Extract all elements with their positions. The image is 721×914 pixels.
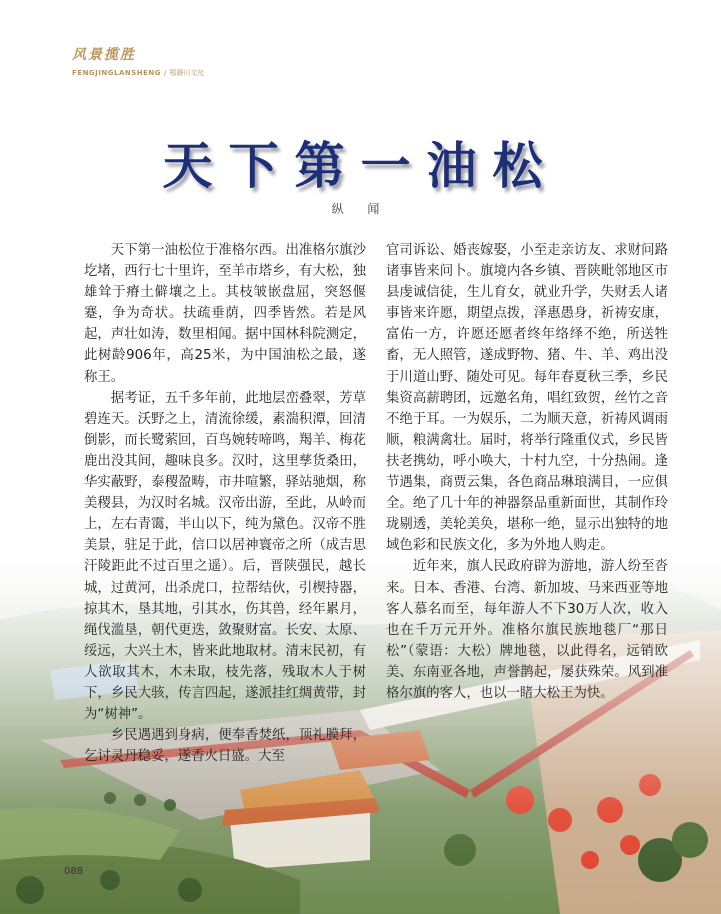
right-column	[386, 240, 668, 704]
article-author: 纵 闻	[331, 202, 390, 216]
paragraph: 据考证，五千多年前，此地层峦叠翠，芳草碧连天。沃野之上，清流徐缓，素湍积潭，回清倒影，而长鹭萦回，百鸟婉转啼鸣，羯羊、梅花鹿出没其间，趣味良多。汉时，这里孳货桑田，华实蔽野，泰稷盈畴，市井喧繁，驿站驰烟，称美稷县，为汉时名城。汉帝出游，至此，从岭而上，左右青霭，半山以下，纯为黛色。汉帝不胜美景，驻足于此，信口以居神寰帝之所（成吉思汗陵距此不过百里之遥）。后，晋陕强民，越长城，过黄河，出杀虎口，拉帮结伙，引楔持器，掠其木，垦其地，引其水，伤其兽，经年累月，绳伐滥垦，朝代更迭，敛聚财富。长安、太原、绥远，大兴土木，皆来此地取材。清末民初，有人欲取其木，木未取，枝先落，残取木人于树下，乡民大骇，传言四起，遂派挂红绸黄带，封为“树神”。	[84, 390, 366, 723]
paragraph: 天下第一油松位于准格尔西。出准格尔旗沙圪堵，西行七十里许，至羊市塔乡，有大松，独雄耸于瘠土僻壤之上。其枝皱嵌盘屈，突怒偃蹇，争为奇状。扶疏垂荫，四季皆然。若是风起，声壮如涛，数里相闻。据中国林科院测定，此树龄906年，高25米，为中国油松之最，遂称王。	[84, 243, 366, 385]
section-pinyin: FENGJINGLANSHENG	[72, 69, 162, 77]
page-number: 088	[64, 866, 84, 877]
section-title: 风景揽胜	[72, 47, 136, 63]
header-separator: /	[164, 69, 167, 77]
paragraph: 近年来，旗人民政府辟为游地，游人纷至沓来。日本、香港、台湾、新加坡、马来西亚等地客人慕名而至，每年游人不下30万人次，收入也在千万元开外。准格尔旗民族地毯厂“那日松”（蒙语：大松）牌地毯，以此得名，远销欧美、东南亚各地，声誉鹊起，屡获殊荣。风到准格尔旗的客人，也以一睹大松王为快。	[386, 559, 668, 701]
paragraph: 官司诉讼、婚丧嫁娶，小至走亲访友、求财问路诸事皆来问卜。旗境内各乡镇、晋陕毗邻地区市县虔诚信徒，生儿育女，就业升学，失财丢人诸事皆来许愿，期望点拨，泽惠愚身，祈祷安康，富佑一方，许愿还愿者终年络绎不绝，所送牲畜，无人照管，遂成野物、猪、牛、羊、鸡出没于川道山野、随处可见。每年春夏秋三季，乡民集资高薪聘团，远邀名角，唱红致贺，丝竹之音不绝于耳。一为娱乐，二为顺天意，祈祷风调雨顺，粮满禽壮。届时，将举行隆重仪式，乡民皆扶老携幼，呼小唤大，十村九空，十分热闹。逢节遇集，商贾云集，各色商品琳琅满目，一应俱全。绝了几十年的神器祭品重新面世，其制作玲珑剔透，美轮美奂，堪称一绝，显示出独特的地域色彩和民族文化，多为外地人购走。	[386, 243, 668, 554]
magazine-name: 鄂静川文化	[169, 69, 205, 77]
section-header	[72, 44, 204, 78]
article-title: 天下第一油松	[162, 136, 559, 195]
left-column	[84, 240, 366, 767]
section-subtitle	[72, 68, 204, 78]
paragraph: 乡民遇遇到身病，便奉香焚纸，顶礼膜拜，乞讨灵丹稳妥，遂香火日盛。大至	[84, 728, 366, 765]
